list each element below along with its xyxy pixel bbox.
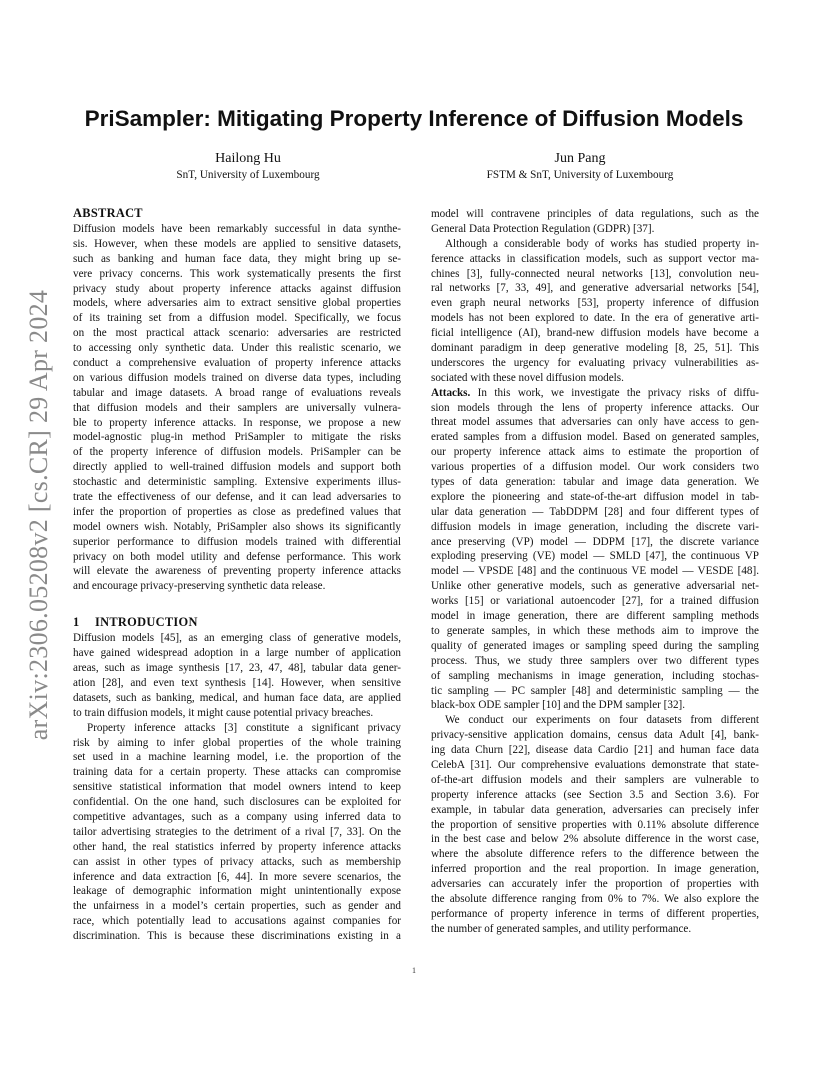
text-line: ference attacks in classification models, such as support vector ma-	[431, 252, 759, 265]
text-line: the proportion of sensitive properties with 0.11% absolute difference	[431, 818, 759, 831]
text-line: black-box ODE sampler [10] and the DPM sampler [32].	[431, 699, 686, 712]
text-line: competitive advantages, such as a company using inferred data to	[73, 810, 401, 823]
text-line: our property inference attack aims to estimate the proportion of	[431, 446, 759, 459]
text-line: threat model assumes that adversaries can only have access to gen-	[431, 416, 759, 429]
text-line: performance of property inference in terms of different properties,	[431, 907, 759, 920]
text-line: explore the pioneering and state-of-the-art diffusion model in tab-	[431, 490, 759, 503]
text-line: model owners wish. Notably, PriSampler also shows its significantly	[73, 520, 401, 533]
text-line: trate the effectiveness of our defense, and it can lead adversaries to	[73, 491, 401, 504]
author-affiliation: FSTM & SnT, University of Luxembourg	[486, 169, 674, 181]
body-paragraph	[431, 401, 759, 714]
text-line: of sampling mechanisms in image generation, including stochas-	[431, 669, 759, 682]
text-line	[431, 386, 759, 401]
text-line: ation [28], and even text synthesis [14]. However, when sensitive	[73, 676, 401, 689]
author-block	[88, 150, 408, 182]
text-line: set used in a machine learning model, i.e. the proportion of the	[73, 751, 401, 764]
text-line: underscores the urgency for evaluating privacy vulnerabilities as-	[431, 356, 759, 369]
text-line: tic sampling — PC sampler [48] and deterministic sampling — the	[431, 684, 759, 697]
text-line: CelebA [31]. Our comprehensive evaluations demonstrate that state-	[431, 758, 759, 771]
text-line: leakage of demographic information might unintentionally expose	[73, 885, 401, 898]
attacks-runin-heading: Attacks.	[431, 386, 471, 399]
text-line: of its training set from a diffusion model. Specifically, we focus	[73, 312, 401, 325]
intro-paragraph	[73, 721, 401, 944]
text-line: on the most practical attack scenario: adversaries are restricted	[73, 327, 401, 340]
text-line: privacy study about property inference attacks against diffusion	[73, 282, 401, 295]
text-line: diffusion models in image generation, including the discrete vari-	[431, 520, 759, 533]
text-line: model in image generation, there are different sampling methods	[431, 610, 759, 623]
body-paragraph	[431, 713, 759, 936]
text-line: erated samples from a diffusion model. Based on generated samples,	[431, 431, 759, 444]
text-line: ble to property inference attacks. In response, we propose a new	[73, 416, 401, 429]
text-line: We conduct our experiments on four datasets from different	[445, 714, 759, 727]
section-number: 1	[73, 615, 80, 630]
text-line: privacy on both model utility and defense performance. This work	[73, 550, 401, 563]
text-line: to train diffusion models, it might cause potential privacy breaches.	[73, 706, 374, 719]
text-line: in the best case and below 2% absolute difference in the worst case,	[431, 833, 759, 846]
text-line: Property inference attacks [3] constitute a significant privacy	[87, 721, 401, 734]
text-line: ance preserving (VP) model — DDPM [17], the discrete variance	[431, 535, 759, 548]
text-line: Diffusion models [45], as an emerging class of generative models,	[73, 632, 401, 645]
text-line: model-agnostic plug-in method PriSampler to mitigate the risks	[73, 431, 401, 444]
text-line: General Data Protection Regulation (GDPR) [37].	[431, 222, 655, 235]
text-line: vere privacy concerns. This work systematically presents the first	[73, 267, 401, 280]
text-line: such as banking and human face data, they might bring up se-	[73, 252, 401, 265]
text-line: on various diffusion models trained on diverse data types, including	[73, 371, 401, 384]
text-line: inference and data extraction [6, 44]. In more severe scenarios, the	[73, 870, 401, 883]
text-line: to generate samples, in which these methods aim to improve the	[431, 624, 759, 637]
text-line: ficial intelligence (AI), brand-new diffusion models have become a	[431, 327, 759, 340]
text-line: superior performance to diffusion models trained with differential	[73, 535, 401, 548]
text-line: other hand, the real statistics inferred by property inference attacks	[73, 840, 401, 853]
paper-title: PriSampler: Mitigating Property Inference of Diffusion Models	[84, 106, 744, 131]
author-block	[420, 150, 740, 182]
text-line: exploding preserving (VE) model — SMLD [47], the continuous VP	[431, 550, 759, 563]
text-line: areas, such as image synthesis [17, 23, 47, 48], tabular data gener-	[73, 662, 401, 675]
text-line-content: In this work, we investigate the privacy risks of diffu-	[470, 386, 759, 399]
intro-paragraph	[73, 631, 401, 720]
text-line: infer the proportion of properties as close as predefined values that	[73, 505, 401, 518]
text-line: tabular and image datasets. A broad range of evaluations reveals	[73, 386, 401, 399]
text-line: adversaries can accurately infer the proportion of properties with	[431, 878, 759, 891]
text-line: ular data generation — TabDDPM [28] and four different types of	[431, 505, 759, 518]
text-line: sensitive statistical information that model owners intend to keep	[73, 781, 401, 794]
author-name: Hailong Hu	[215, 151, 281, 166]
text-line: model — VPSDE [48] and the continuous VE model — VESDE [48].	[431, 565, 759, 578]
text-line: confidential. On the one hand, such disclosures can be exploited for	[73, 796, 401, 809]
text-line: chines [3], fully-connected neural networks [13], convolution neu-	[431, 267, 759, 280]
text-line: models has not been explored to date. In the era of generative arti-	[431, 312, 759, 325]
text-line: to accessing only synthetic data. Under this realistic scenario, we	[73, 342, 401, 355]
text-line: discrimination. This is because these discriminations existing in a	[73, 930, 401, 943]
abstract-heading: ABSTRACT	[73, 206, 143, 220]
left-column	[73, 205, 401, 944]
author-affiliation: SnT, University of Luxembourg	[176, 169, 320, 181]
text-line: even graph neural networks [53], property inference of diffusion	[431, 297, 759, 310]
text-line: training data for a certain property. These attacks can compromise	[73, 766, 401, 779]
text-line: Unlike other generative models, such as generative adversarial net-	[431, 580, 759, 593]
text-line: process. Thus, we study three samplers over two different types	[431, 654, 759, 667]
text-line: example, in tabular data generation, adversaries can precisely infer	[431, 803, 759, 816]
text-line: conduct a comprehensive evaluation of property inference attacks	[73, 357, 401, 370]
text-line: sis. However, when these models are applied to sensitive datasets,	[73, 237, 401, 250]
body-paragraph	[431, 237, 759, 386]
text-line: ral networks [7, 33, 49], and generative adversarial networks [54],	[431, 282, 759, 295]
text-line: stochastic and deterministic sampling. Extensive experiments illus-	[73, 476, 401, 489]
text-line: that diffusion models and their samplers are universally vulnera-	[73, 401, 401, 414]
arxiv-identifier: arXiv:2306.05208v2 [cs.CR] 29 Apr 2024	[24, 289, 53, 741]
text-line: risk by aiming to infer global properties of the whole training	[73, 736, 401, 749]
text-line: the absolute difference ranging from 0% to 7%. We also explore the	[431, 892, 759, 905]
right-column	[431, 207, 759, 937]
text-line: models, where adversaries aim to extract sensitive global properties	[73, 297, 401, 310]
introduction-heading	[73, 614, 401, 630]
text-line: dominant paradigm in deep generative modeling [8, 25, 51]. This	[431, 342, 759, 355]
text-line: and encourage privacy-preserving synthetic data release.	[73, 580, 326, 593]
text-line: the number of generated samples, and utility performance.	[431, 922, 692, 935]
text-line: of-the-art diffusion models and their samplers are vulnerable to	[431, 773, 759, 786]
page-number: 1	[412, 966, 416, 975]
author-name: Jun Pang	[554, 151, 606, 166]
text-line: directly applied to well-trained diffusion models and support both	[73, 461, 401, 474]
text-line: various properties of a diffusion model. Our work considers two	[431, 461, 759, 474]
arxiv-sidebar	[14, 285, 64, 745]
text-line: the unfairness in a model’s certain properties, such as gender and	[73, 900, 401, 913]
text-line: quality of generated images or sampling speed during the sampling	[431, 639, 759, 652]
text-line: have gained widespread adoption in a large number of application	[73, 647, 401, 660]
text-line: datasets, such as banking, medical, and human face data, are applied	[73, 691, 401, 704]
text-line: of the property inference of diffusion models. PriSampler can be	[73, 446, 401, 459]
text-line: tailor advertising strategies to the detriment of a rival [7, 33]. On the	[73, 825, 401, 838]
text-line: property inference attacks (see Section 3.5 and Section 3.6). For	[431, 788, 759, 801]
body-paragraph	[431, 207, 759, 237]
text-line: Diffusion models have been remarkably successful in data synthe-	[73, 223, 401, 235]
text-line: sion models through the lens of property inference attacks. Our	[431, 401, 759, 414]
text-line: race, which potentially lead to accusations against companies for	[73, 915, 401, 928]
text-line: types of data generation: tabular and image data generation. We	[431, 476, 759, 489]
text-line: ing data Churn [22], disease data Cardio [21] and human face data	[431, 744, 759, 757]
text-line: privacy-sensitive application domains, census data Adult [4], bank-	[431, 729, 759, 742]
text-line: can assist in other types of privacy attacks, such as membership	[73, 855, 401, 868]
text-line: will elevate the awareness of preventing property inference attacks	[73, 565, 401, 578]
text-line: sociated with these novel diffusion models.	[431, 371, 624, 384]
text-line: where the absolute difference refers to the difference between the	[431, 848, 759, 861]
abstract-body	[73, 222, 401, 594]
section-title: INTRODUCTION	[95, 615, 198, 630]
text-line: model will contravene principles of data regulations, such as the	[431, 208, 759, 220]
text-line: inferred proportion and the real proportion. In image generation,	[431, 863, 759, 876]
text-line: works [15] or variational autoencoder [27], for a trained diffusion	[431, 595, 759, 608]
text-line: Although a considerable body of works has studied property in-	[445, 237, 759, 250]
